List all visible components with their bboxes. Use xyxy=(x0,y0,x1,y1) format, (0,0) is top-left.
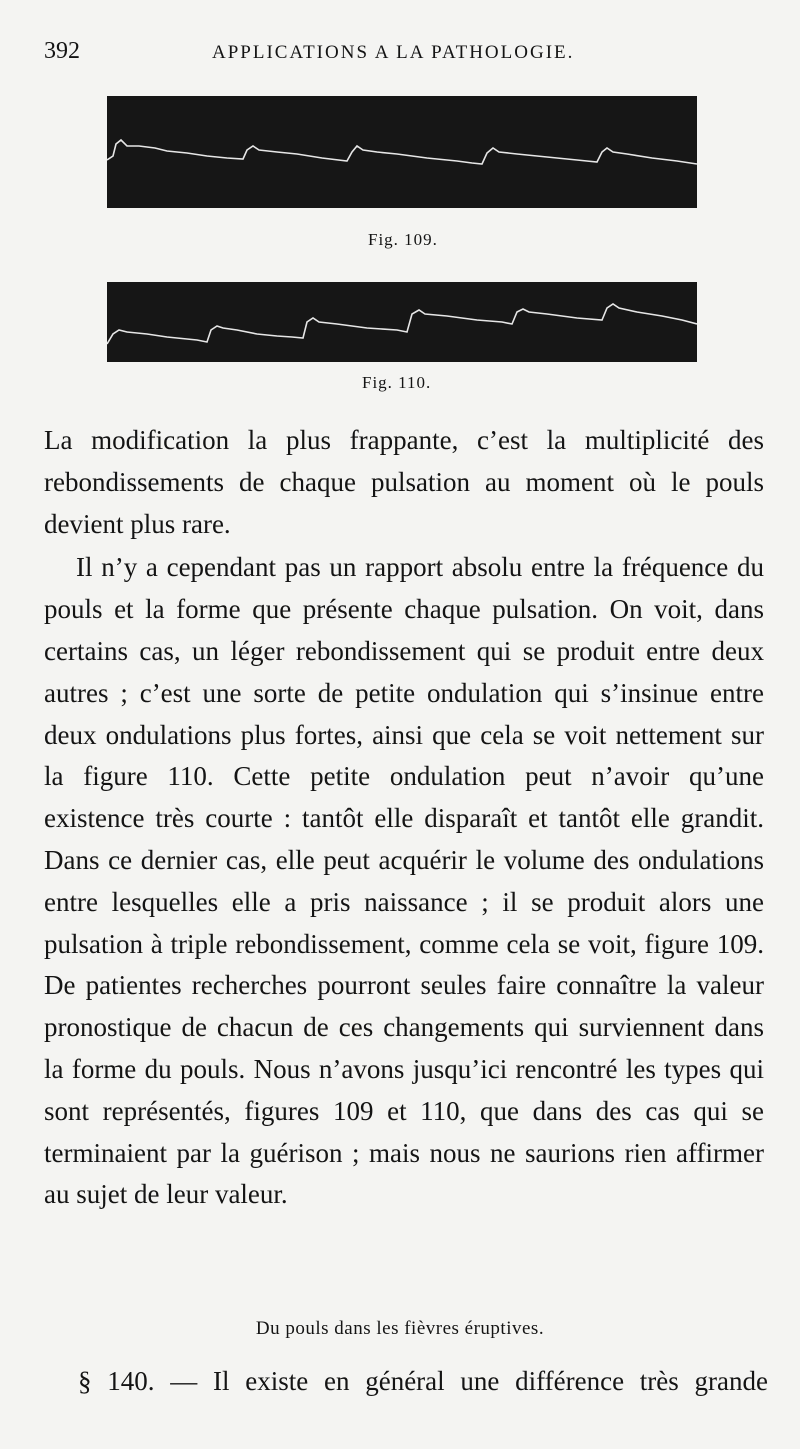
figure-110-pulse-tracing xyxy=(107,282,697,362)
figure-109-pulse-tracing xyxy=(107,96,697,208)
pulse-tracing-109 xyxy=(107,96,697,208)
section-first-line: § 140. — Il existe en général une différence très grande xyxy=(78,1366,768,1396)
paragraph: La modification la plus frappante, c’est la multiplicité des rebondissements de chaque pulsation au moment où le pouls devient plus rare. xyxy=(44,425,764,539)
running-head: APPLICATIONS A LA PATHOLOGIE. xyxy=(212,42,575,63)
body-text xyxy=(44,420,764,1216)
pulse-tracing-110 xyxy=(107,282,697,362)
figure-110-caption: Fig. 110. xyxy=(362,373,432,392)
page-header xyxy=(44,38,764,78)
figure-109-caption: Fig. 109. xyxy=(368,230,438,249)
section-heading: Du pouls dans les fièvres éruptives. xyxy=(255,1318,545,1339)
paragraph: Il n’y a cependant pas un rapport absolu entre la fréquence du pouls et la forme que présente chaque pulsation. On voit, dans certains cas, un léger rebondissement qui se produit entre deux autres ; c’est une sorte de petite ondulation qui s’insinue entre deux ondulations plus fortes, ainsi que cela se voit nettement sur la figure 110. Cette petite ondulation peut n’avoir qu’une existence très courte : tantôt elle disparaît et tantôt elle grandit. Dans ce dernier cas, elle peut acquérir le volume des ondulations entre lesquelles elle a pris naissance ; il se produit alors une pulsation à triple rebondissement, comme cela se voit, figure 109. De patientes recherches pourront seules faire connaître la valeur pronostique de chacun de ces changements qui surviennent dans la forme du pouls. Nous n’avons jusqu’ici rencontré les types qui sont représentés, figures 109 et 110, que dans des cas qui se terminaient par la guérison ; mais nous ne saurions rien affirmer au sujet de leur valeur. xyxy=(44,552,764,1210)
page-number: 392 xyxy=(44,38,80,64)
